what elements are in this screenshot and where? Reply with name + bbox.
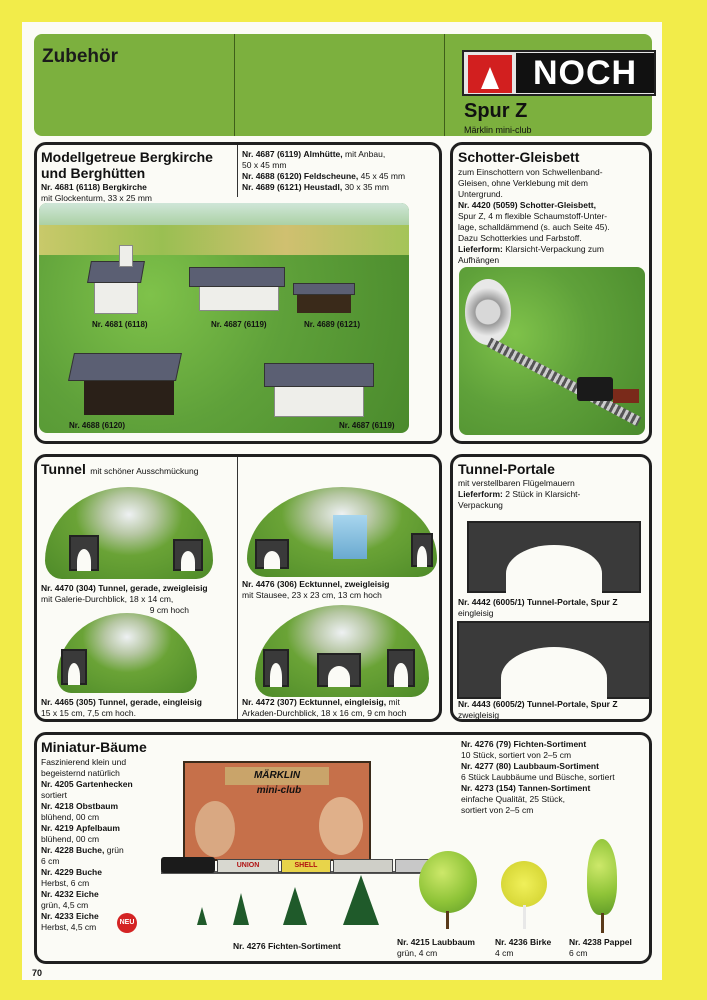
item-desc: 4 cm [495, 948, 514, 958]
tunnel-4465-model [57, 613, 197, 693]
tunnel-4472-model [255, 605, 429, 697]
portale-text [458, 478, 650, 511]
item-name: Pappel [604, 937, 632, 947]
text-line: mit verstellbaren Flügelmauern [458, 478, 575, 488]
item-number: Nr. 4470 (304) [41, 583, 96, 593]
tunnel-arcade [317, 653, 361, 687]
item-name: Buche, [76, 845, 105, 855]
item-name: Schotter-Gleisbett, [519, 200, 596, 210]
section-baeume [34, 732, 652, 964]
item-name: Buche [76, 867, 102, 877]
item-desc: 30 x 35 mm [344, 182, 389, 192]
item-name: Laubbaum [432, 937, 475, 947]
section-title: Schotter-Gleisbett [458, 149, 580, 165]
item-name: Almhütte, [303, 149, 343, 159]
church-model [94, 278, 138, 314]
stausee-water [333, 515, 367, 559]
item-name: Tunnel-Portale, Spur Z [527, 699, 618, 709]
item-name: Obstbaum [76, 801, 119, 811]
photo-label: Nr. 4687 (6119) [339, 421, 395, 430]
portal-4442-model [467, 521, 641, 593]
item-number: Nr. 4476 (306) [242, 579, 297, 589]
text-line: Gleisen, ohne Verklebung mit dem [458, 178, 588, 188]
track-bed-roll [465, 279, 511, 345]
item-name: Gartenhecken [76, 779, 133, 789]
item-feldscheune [242, 171, 442, 182]
item-number: Nr. 4687 (6119) [242, 149, 302, 159]
fir-tree-icon [233, 893, 249, 925]
item-number: Nr. 4205 [41, 779, 74, 789]
text-line: Faszinierend klein und [41, 757, 127, 767]
item-name: Ecktunnel, eingleisig, [299, 697, 387, 707]
birke-icon [501, 861, 547, 907]
lieferform-text: 2 Stück in Klarsicht- [505, 489, 581, 499]
text-line: Dazu Schotterkies und Farbstoff. [458, 233, 582, 243]
item-name: Feldscheune, [303, 171, 359, 181]
wagon-model [613, 389, 639, 403]
text-line: begeisternd natürlich [41, 768, 120, 778]
track-strip [487, 338, 642, 427]
tunnel-portal [387, 649, 415, 687]
catalog-page [22, 22, 662, 980]
fir-tree-icon [283, 887, 307, 925]
text-line: Verpackung [458, 500, 503, 510]
divider [237, 145, 238, 197]
tunnel-4470-model [45, 487, 213, 579]
portal-4443-model [457, 621, 651, 699]
wagon-union: UNION [217, 859, 279, 873]
gauge-title: Spur Z [464, 100, 528, 122]
header-divider [444, 34, 445, 136]
gauge-subtitle: Märklin mini-club [464, 125, 532, 135]
feldscheune-model [84, 375, 174, 415]
item-name: Tunnel, gerade, eingleisig [98, 697, 202, 707]
section-bergkirche [34, 142, 442, 444]
item-number: Nr. 4218 [41, 801, 74, 811]
item-desc: mit [388, 697, 400, 707]
item-size: 50 x 45 mm [242, 160, 287, 170]
tunnel-portal [69, 535, 99, 571]
item-list-huetten [242, 149, 442, 193]
heustadl-roof [293, 283, 355, 295]
item-portale-4443 [458, 699, 654, 721]
item-portale-4442 [458, 597, 654, 619]
item-desc: 45 x 45 mm [360, 171, 406, 181]
title-text: Tunnel [41, 461, 86, 477]
tree-trunk [446, 911, 449, 929]
item-number: Nr. 4472 (307) [242, 697, 297, 707]
section-portale [450, 454, 652, 722]
noch-logo-text: NOCH [516, 53, 654, 93]
item-desc: sortiert [41, 790, 67, 800]
item-desc: 6 cm [569, 948, 588, 958]
text-line: zum Einschottern von Schwellenband- [458, 167, 603, 177]
church-tower [119, 245, 133, 267]
photo-label: Nr. 4687 (6119) [211, 320, 267, 329]
item-name: Birke [530, 937, 552, 947]
tree-trunk [523, 905, 526, 929]
text-line: Aufhängen [458, 255, 500, 265]
schotter-photo [459, 267, 645, 435]
item-name: Eiche [76, 889, 99, 899]
lieferform-text: Klarsicht-Verpackung zum [505, 244, 604, 254]
item-name: Fichten-Sortiment [513, 739, 587, 749]
label-pappel [569, 937, 632, 959]
item-name: Laubbaum-Sortiment [513, 761, 599, 771]
item-desc: mit Galerie-Durchblick, 18 x 14 cm, [41, 594, 174, 604]
item-name: Heustadl, [303, 182, 343, 192]
item-desc: Arkaden-Durchblick, 18 x 16 cm, 9 cm hoch [242, 708, 407, 718]
section-tunnel [34, 454, 442, 722]
item-number: Nr. 4229 [41, 867, 74, 877]
fir-tree-icon [343, 875, 379, 925]
item-desc: 6 Stück Laubbäume und Büsche, sortiert [461, 772, 615, 782]
section-title: Tunnel-Portale [458, 461, 555, 477]
item-desc: grün, 4 cm [397, 948, 438, 958]
bergkirche-photo [39, 203, 409, 433]
item-tunnel-4465 [41, 697, 237, 719]
item-number: Nr. 4689 (6121) [242, 182, 302, 192]
laubbaum-icon [419, 851, 477, 913]
almhuette2-roof [264, 363, 374, 387]
item-desc: 9 cm hoch [149, 605, 189, 615]
pappel-icon [587, 839, 617, 915]
label-birke [495, 937, 551, 959]
item-name: Eiche [76, 911, 99, 921]
almhuette-roof [189, 267, 285, 287]
item-desc: mit Glockenturm, 33 x 25 mm [41, 193, 153, 203]
item-number: Nr. 4273 (154) [461, 783, 516, 793]
item-number: Nr. 4215 [397, 937, 430, 947]
item-desc: einfache Qualität, 25 Stück, [461, 794, 565, 804]
header-divider [234, 34, 235, 136]
box-subtitle: mini-club [256, 785, 302, 796]
title-line: und Berghütten [41, 165, 146, 181]
church-roof [87, 261, 145, 283]
item-number: Nr. 4420 (5059) [458, 200, 518, 210]
text-line: Untergrund. [458, 189, 503, 199]
item-name: Tunnel-Portale, Spur Z [527, 597, 618, 607]
item-desc: mit Anbau, [345, 149, 386, 159]
item-number: Nr. 4232 [41, 889, 74, 899]
new-badge: NEU [117, 913, 137, 933]
item-desc: Herbst, 4,5 cm [41, 922, 97, 932]
item-name: Apfelbaum [76, 823, 120, 833]
box-face [319, 797, 363, 855]
text-line: Spur Z, 4 m flexible Schaumstoff-Unter- [458, 211, 608, 221]
marklin-box-photo [183, 761, 371, 861]
item-number: Nr. 4276 [233, 941, 266, 951]
tunnel-portal [255, 539, 289, 569]
tunnel-portal [61, 649, 87, 685]
locomotive-model [161, 857, 215, 873]
item-number: Nr. 4228 [41, 845, 74, 855]
tunnel-portal [411, 533, 433, 567]
feldscheune-roof [68, 353, 182, 381]
tree-trunk [601, 913, 604, 933]
label-fichten [233, 941, 341, 952]
photo-label: Nr. 4688 (6120) [69, 421, 126, 430]
wagon-shell: SHELL [281, 859, 331, 873]
item-number: Nr. 4465 (305) [41, 697, 96, 707]
lieferform-label: Lieferform: [458, 489, 503, 499]
section-title [41, 461, 199, 479]
item-tunnel-4470 [41, 583, 233, 616]
item-desc: mit Stausee, 23 x 23 cm, 13 cm hoch [242, 590, 382, 600]
item-number: Nr. 4236 [495, 937, 528, 947]
item-desc: 10 Stück, sortiert von 2–5 cm [461, 750, 572, 760]
item-number: Nr. 4276 (79) [461, 739, 512, 749]
schotter-text [458, 167, 650, 266]
title-line: Modellgetreue Bergkirche [41, 149, 213, 165]
tunnel-4476-model [247, 487, 437, 577]
lieferform-label: Lieferform: [458, 244, 503, 254]
tunnel-portal [263, 649, 289, 687]
noch-logo-triangle-icon [468, 55, 512, 93]
item-name-rest: grün [106, 845, 124, 855]
item-number: Nr. 4688 (6120) [242, 171, 302, 181]
item-name: Tunnel, gerade, zweigleisig [98, 583, 208, 593]
box-brand: MÄRKLIN [225, 767, 329, 785]
item-number: Nr. 4219 [41, 823, 74, 833]
item-number: Nr. 4443 (6005/2) [458, 699, 525, 709]
section-schotter [450, 142, 652, 444]
box-face [195, 801, 235, 857]
baeume-left-list [41, 757, 161, 933]
section-title [41, 149, 213, 181]
item-desc: sortiert von 2–5 cm [461, 805, 534, 815]
photo-fields [39, 225, 409, 255]
wagon-model [333, 859, 393, 873]
text-line: lage, schalldämmend (s. auch Seite 45). [458, 222, 610, 232]
item-number: Nr. 4233 [41, 911, 74, 921]
item-name: Fichten-Sortiment [268, 941, 341, 951]
item-name: Tannen-Sortiment [518, 783, 591, 793]
heustadl-model [297, 293, 351, 313]
label-laubbaum [397, 937, 475, 959]
page-title: Zubehör [42, 46, 118, 67]
item-desc: blühend, 00 cm [41, 834, 100, 844]
item-almhuette [242, 149, 442, 160]
item-tunnel-4472 [242, 697, 442, 719]
almhuette2-model [274, 383, 364, 417]
page-number: 70 [32, 968, 43, 978]
title-sub: mit schöner Ausschmückung [90, 466, 199, 476]
item-number: Nr. 4277 (80) [461, 761, 512, 771]
item-tunnel-4476 [242, 579, 442, 601]
item-number: Nr. 4681 (6118) [41, 182, 101, 192]
divider [237, 457, 238, 719]
item-desc: 15 x 15 cm, 7,5 cm hoch. [41, 708, 136, 718]
item-number: Nr. 4442 (6005/1) [458, 597, 525, 607]
item-bergkirche [41, 182, 231, 204]
page-header [34, 34, 652, 136]
item-heustadl [242, 182, 442, 193]
noch-logo [462, 50, 656, 96]
photo-label: Nr. 4689 (6121) [304, 320, 361, 329]
item-desc: zweigleisig [458, 710, 500, 720]
baeume-right-list [461, 739, 651, 816]
section-title: Miniatur-Bäume [41, 739, 147, 755]
item-desc: blühend, 00 cm [41, 812, 100, 822]
item-number: Nr. 4238 [569, 937, 602, 947]
tunnel-portal [173, 539, 203, 571]
item-name: Ecktunnel, zweigleisig [299, 579, 390, 589]
photo-label: Nr. 4681 (6118) [92, 320, 148, 329]
item-desc: Herbst, 6 cm [41, 878, 90, 888]
almhuette-model [199, 283, 279, 311]
fir-tree-icon [197, 907, 207, 925]
item-desc: grün, 4,5 cm [41, 900, 89, 910]
item-desc: eingleisig [458, 608, 494, 618]
item-name: Bergkirche [102, 182, 147, 192]
locomotive-model [577, 377, 613, 401]
item-desc: 6 cm [41, 856, 60, 866]
